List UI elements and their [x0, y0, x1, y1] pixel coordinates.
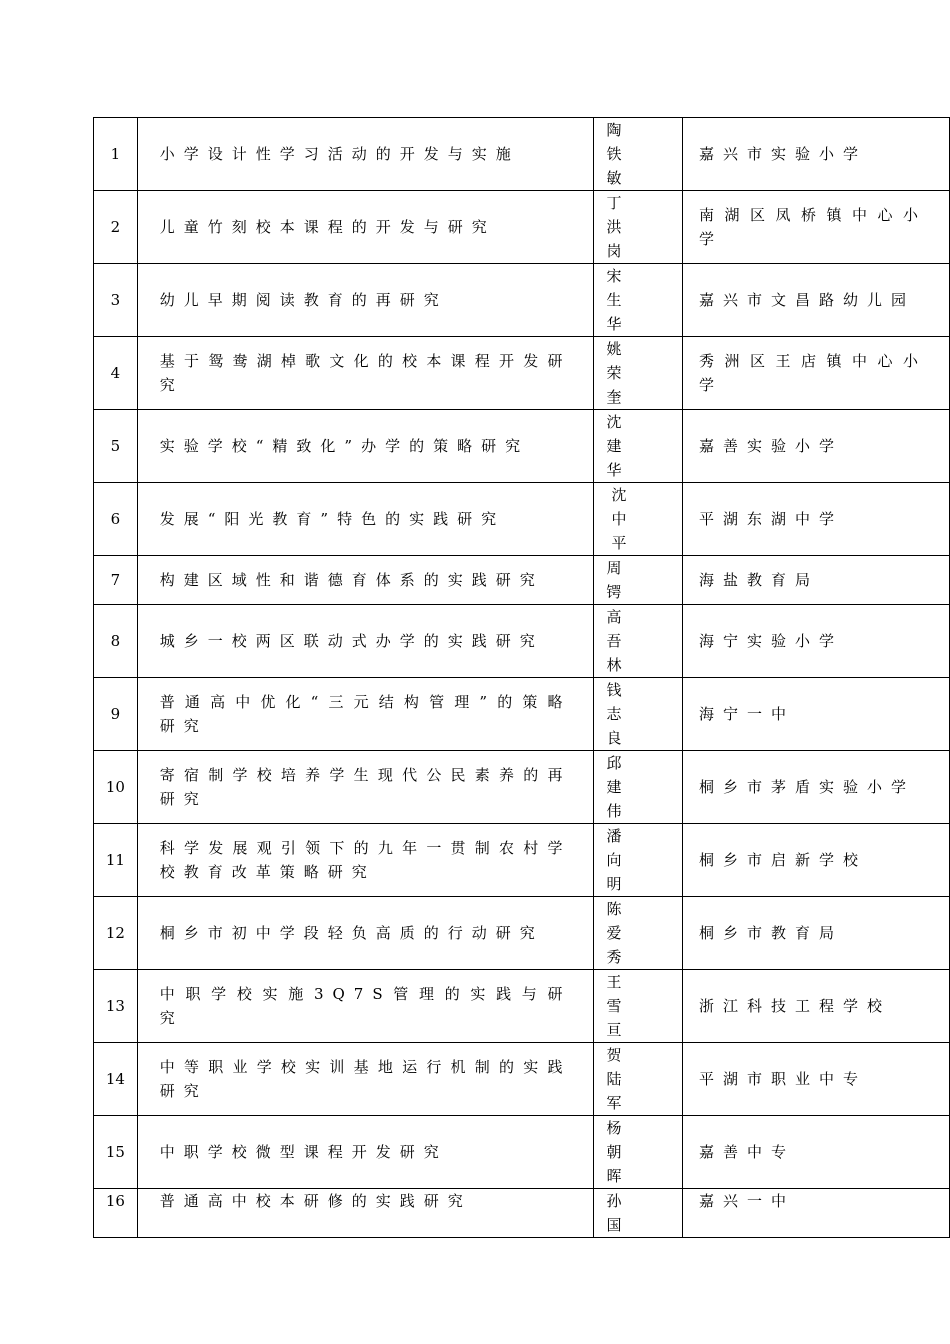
project-title: 幼儿早期阅读教育的再研究 [137, 264, 593, 337]
person-name: 潘向明 [606, 827, 622, 893]
unit-name: 海宁实验小学 [682, 605, 949, 678]
row-number: 11 [94, 824, 138, 897]
person-name: 邱建伟 [606, 754, 622, 820]
unit-name: 嘉兴市实验小学 [682, 118, 949, 191]
project-title: 普通高中优化“三元结构管理”的策略研究 [137, 678, 593, 751]
person-name: 钱志良 [606, 681, 622, 747]
table-row [94, 264, 950, 337]
table-row [94, 970, 950, 1043]
project-title: 城乡一校两区联动式办学的实践研究 [137, 605, 593, 678]
unit-name: 海宁一中 [682, 678, 949, 751]
project-title: 构建区域性和谐德育体系的实践研究 [137, 556, 593, 605]
person-name: 丁洪岗 [606, 194, 622, 260]
table-row [94, 1116, 950, 1189]
table-row [94, 191, 950, 264]
project-title: 中职学校微型课程开发研究 [137, 1116, 593, 1189]
project-title: 普通高中校本研修的实践研究 [137, 1189, 593, 1238]
table-row [94, 556, 950, 605]
row-number: 9 [94, 678, 138, 751]
row-number: 4 [94, 337, 138, 410]
project-title: 中等职业学校实训基地运行机制的实践研究 [137, 1043, 593, 1116]
unit-name: 嘉兴市文昌路幼儿园 [682, 264, 949, 337]
table-row [94, 751, 950, 824]
unit-name: 嘉兴一中 [682, 1189, 949, 1238]
row-number: 10 [94, 751, 138, 824]
person-name: 杨朝晖 [606, 1119, 622, 1185]
person-name: 姚荣奎 [606, 340, 622, 406]
person-name: 陈爱秀 [606, 900, 622, 966]
row-number: 15 [94, 1116, 138, 1189]
project-title: 小学设计性学习活动的开发与实施 [137, 118, 593, 191]
row-number: 5 [94, 410, 138, 483]
person-name: 孙国 [606, 1192, 622, 1234]
project-title: 基于鸳鸯湖棹歌文化的校本课程开发研究 [137, 337, 593, 410]
project-title: 桐乡市初中学段轻负高质的行动研究 [137, 897, 593, 970]
table-row [94, 1043, 950, 1116]
table-row [94, 118, 950, 191]
unit-name: 浙江科技工程学校 [682, 970, 949, 1043]
unit-name: 嘉善实验小学 [682, 410, 949, 483]
unit-name: 桐乡市教育局 [682, 897, 949, 970]
row-number: 3 [94, 264, 138, 337]
table-row [94, 824, 950, 897]
unit-name: 秀洲区王店镇中心小学 [682, 337, 949, 410]
project-title: 儿童竹刻校本课程的开发与研究 [137, 191, 593, 264]
person-name: 沈中平 [611, 486, 627, 552]
row-number: 6 [94, 483, 138, 556]
unit-name: 桐乡市启新学校 [682, 824, 949, 897]
project-table [93, 117, 950, 1238]
project-title: 中职学校实施3Q7S管理的实践与研究 [137, 970, 593, 1043]
unit-name: 海盐教育局 [682, 556, 949, 605]
person-name: 沈建华 [606, 413, 622, 479]
unit-name: 南湖区凤桥镇中心小学 [682, 191, 949, 264]
person-name: 王雪亘 [606, 973, 622, 1039]
table-row [94, 337, 950, 410]
table-row [94, 678, 950, 751]
person-name: 宋生华 [606, 267, 622, 333]
table-row [94, 483, 950, 556]
table-row [94, 1189, 950, 1238]
project-title: 发展“阳光教育”特色的实践研究 [137, 483, 593, 556]
row-number: 12 [94, 897, 138, 970]
row-number: 16 [94, 1189, 138, 1238]
row-number: 2 [94, 191, 138, 264]
row-number: 7 [94, 556, 138, 605]
table-row [94, 605, 950, 678]
table-row [94, 897, 950, 970]
unit-name: 平湖东湖中学 [682, 483, 949, 556]
row-number: 1 [94, 118, 138, 191]
project-title: 实验学校“精致化”办学的策略研究 [137, 410, 593, 483]
person-name: 陶铁敏 [606, 121, 622, 187]
unit-name: 嘉善中专 [682, 1116, 949, 1189]
row-number: 13 [94, 970, 138, 1043]
row-number: 8 [94, 605, 138, 678]
person-name: 高吾林 [606, 608, 622, 674]
person-name: 贺陆军 [606, 1046, 622, 1112]
person-name: 周锷 [606, 559, 622, 601]
unit-name: 桐乡市茅盾实验小学 [682, 751, 949, 824]
row-number: 14 [94, 1043, 138, 1116]
table-row [94, 410, 950, 483]
unit-name: 平湖市职业中专 [682, 1043, 949, 1116]
project-title: 科学发展观引领下的九年一贯制农村学校教育改革策略研究 [137, 824, 593, 897]
project-title: 寄宿制学校培养学生现代公民素养的再研究 [137, 751, 593, 824]
